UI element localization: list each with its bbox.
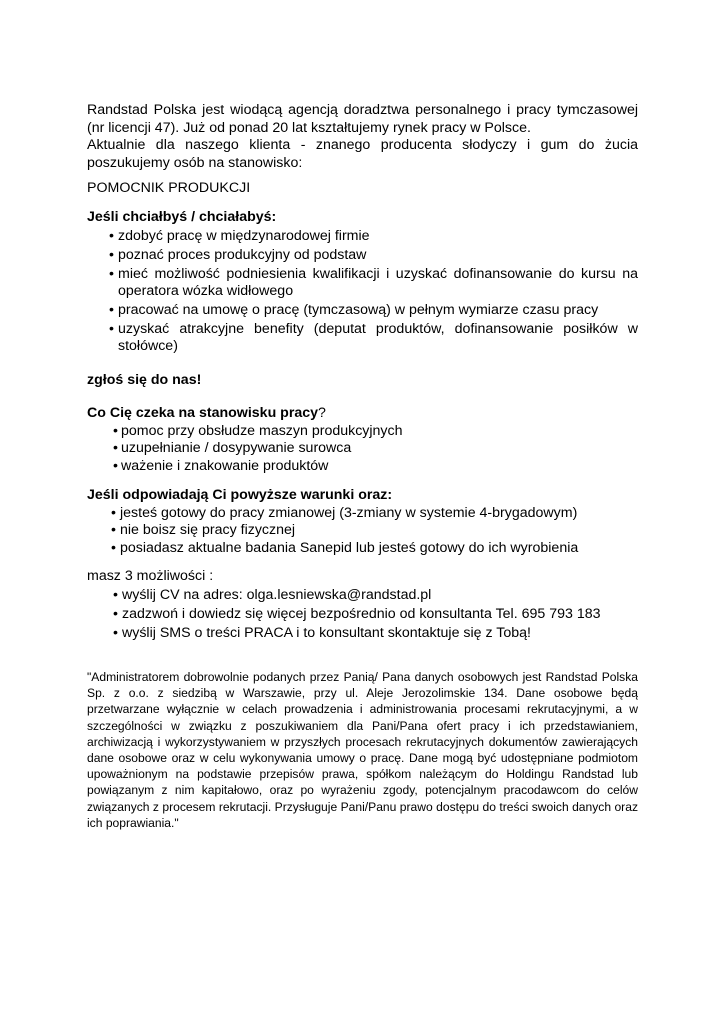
offer-heading: Jeśli chciałbyś / chciałabyś: xyxy=(87,209,277,225)
list-item: • poznać proces produkcyjny od podstaw xyxy=(109,246,367,263)
duties-heading-tail: ? xyxy=(318,405,326,421)
list-item: • nie boisz się pracy fizycznej xyxy=(111,522,296,538)
list-item: • posiadasz aktualne badania Sanepid lub jesteś gotowy do ich wyrobienia xyxy=(111,539,579,556)
bullet-icon: • xyxy=(113,586,118,603)
duties-section xyxy=(87,405,638,475)
bullet-icon: • xyxy=(113,440,118,456)
bullet-icon: • xyxy=(113,422,118,439)
bullet-icon: • xyxy=(109,265,114,282)
bullet-icon: • xyxy=(113,605,118,622)
duties-heading xyxy=(87,405,638,423)
options-section xyxy=(87,568,638,642)
list-item: • ważenie i znakowanie produktów xyxy=(113,457,329,474)
send-cv-instruction: wyślij CV na adres: olga.lesniewska@randstad.pl xyxy=(122,586,432,603)
list-item: • uzupełnianie / dosypywanie surowca xyxy=(113,440,352,456)
requirements-section xyxy=(87,487,638,557)
intro-paragraph-company: Randstad Polska jest wiodącą agencją doradztwa personalnego i pracy tymczasowej (nr licencji 47). Już od ponad 20 lat kształtujemy rynek pracy w Polsce. xyxy=(87,102,638,136)
intro-section xyxy=(87,102,638,172)
duties-heading-bold: Co Cię czeka na stanowisku pracy xyxy=(87,405,319,421)
bullet-icon: • xyxy=(111,522,116,538)
sms-instruction: wyślij SMS o treści PRACA i to konsultant skontaktuje się z Tobą! xyxy=(122,624,531,641)
offer-list xyxy=(87,228,638,356)
list-item xyxy=(87,587,638,605)
call-instruction: zadzwoń i dowiedz się więcej bezpośrednio od konsultanta Tel. 695 793 183 xyxy=(122,605,601,622)
bullet-icon: • xyxy=(113,624,118,641)
bullet-icon: • xyxy=(109,246,114,263)
list-item xyxy=(87,606,638,624)
duties-list xyxy=(87,423,638,476)
options-heading: masz 3 możliwości : xyxy=(87,568,214,584)
gdpr-disclaimer: "Administratorem dobrowolnie podanych przez Panią/ Pana danych osobowych jest Randstad Polska Sp. z o.o. z siedzibą w Warszawie, przy ul. Aleje Jerozolimskie 134. Dane osobowe będą przetwarzane wyłącznie w celach prowadzenia i administrowania procesami rekrutacyjnymi, a w szczególności w związku z poszukiwaniem dla Pani/Pana ofert pracy i ich przedstawianiem, archiwizacją i wykorzystywaniem w przyszłych procesach rekrutacyjnych dokumentów zawierających dane osobowe oraz w celu wykonywania umowy o pracę. Dane mogą być udostępniane podmiotom upoważnionym na podstawie przepisów prawa, spółkom należącym do Holdingu Randstad lub powiązanym z nim kapitałowo, oraz po wyrażeniu zgody, potencjalnym pracodawcom do celów związanych z procesem rekrutacji. Przysługuje Pani/Panu prawo dostępu do treści swoich danych oraz ich poprawiania." xyxy=(87,670,638,830)
list-item: • pomoc przy obsłudze maszyn produkcyjnych xyxy=(113,422,403,439)
options-list xyxy=(87,587,638,642)
position-title: POMOCNIK PRODUKCJI xyxy=(87,180,251,196)
list-item: • pracować na umowę o pracę (tymczasową) w pełnym wymiarze czasu pracy xyxy=(109,302,599,319)
bullet-icon: • xyxy=(111,504,116,521)
bullet-icon: • xyxy=(109,302,114,319)
bullet-icon: • xyxy=(111,539,116,556)
bullet-icon: • xyxy=(109,320,114,337)
list-item: • jesteś gotowy do pracy zmianowej (3-zmiany w systemie 4-brygadowym) xyxy=(111,504,578,521)
list-item xyxy=(87,625,638,643)
offer-section xyxy=(87,209,638,356)
intro-paragraph-client: Aktualnie dla naszego klienta - znanego producenta słodyczy i gum do żucia poszukujemy osób na stanowisko: xyxy=(87,137,638,171)
bullet-icon: • xyxy=(109,227,114,244)
list-item: • zdobyć pracę w międzynarodowej firmie xyxy=(109,227,370,244)
list-item: • mieć możliwość podniesienia kwalifikacji i uzyskać dofinansowanie do kursu na operatora wózka widłowego xyxy=(109,265,638,300)
list-item: • uzyskać atrakcyjne benefity (deputat produktów, dofinansowanie posiłków w stołówce) xyxy=(109,320,638,355)
bullet-icon: • xyxy=(113,457,118,474)
requirements-list xyxy=(87,505,638,558)
requirements-heading: Jeśli odpowiadają Ci powyższe warunki oraz: xyxy=(87,487,393,503)
apply-heading: zgłoś się do nas! xyxy=(87,372,202,388)
